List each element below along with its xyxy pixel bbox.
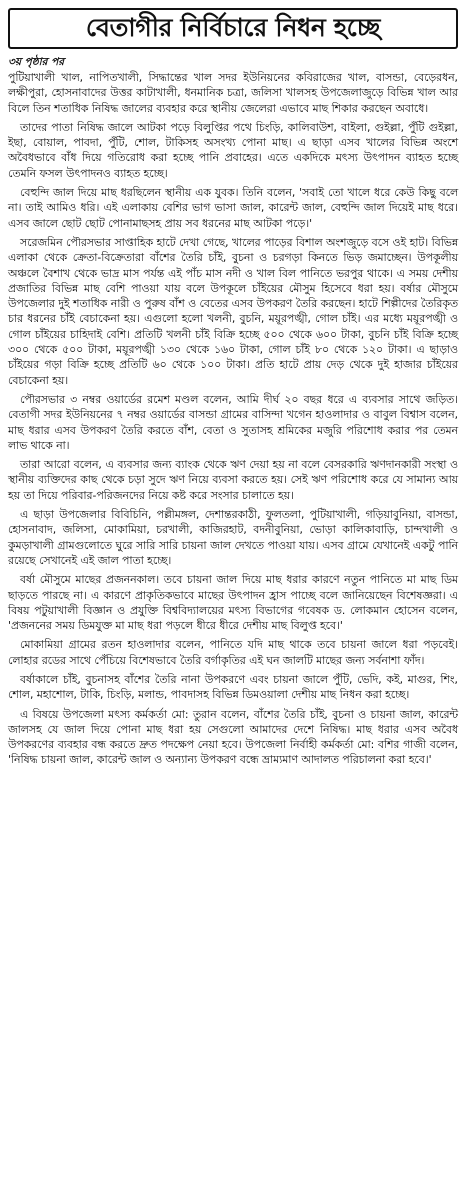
paragraph: পুটিয়াখালী খাল, নাপিতখালী, সিদ্ধান্তের খাল সদর ইউনিয়নের কবিরাজের খাল, বাসন্ডা, বেড়েরধন, লক্ষীপুরা, হোসনাবাদের উত্তর কাটাখালী, ধনমানিক চত্রা, জলিসা খালসহ উপজেলাজুড়ে বিভিন্ন খাল আর বিলে তিন শতাধিক নিষিদ্ধ জালের ব্যবহার করে স্থানীয় জেলেরা এভাবে মাছ শিকার করছেন অবাধে। — [8, 71, 458, 115]
paragraph: পৌরসভার ৩ নম্বর ওয়ার্ডের রমেশ মণ্ডল বলেন, আমি দীর্ঘ ২০ বছর ধরে এ ব্যবসার সাথে জড়িত। বেতাগী সদর ইউনিয়নের ৭ নম্বর ওয়ার্ডের বাসন্ডা গ্রামের বাসিন্দা খগেন হাওলাদার ও বাবুল বিশ্বাস বলেন, মাছ ধরার এসব উপকরণ তৈরি করতে বাঁশ, বেতা ও সুতাসহ শ্রমিকের মজুরি পরিশোধ করার পর তেমন লাভ থাকে না। — [8, 392, 458, 452]
paragraph: সরেজমিন পৌরসভার সাপ্তাহিক হাটে দেখা গেছে, খালের পাড়ের বিশাল অংশজুড়ে বসে ওই হাট। বিভিন্ন এলাকা থেকে ক্রেতা-বিক্রেতারা বাঁশের তৈরি চাঁই, বুচনা ও চরগড়া কিনতে ভিড় জমাচ্ছেন। উপকূলীয় অঞ্চলে বৈশাখ থেকে ভাদ্র মাস পর্যন্ত এই পাঁচ মাস নদী ও খাল বিল পানিতে ভরপুর থাকে। এ সময় দেশীয় প্রজাতির বিভিন্ন মাছ বেশি পাওয়া যায় বলে উপকূলে চাঁইয়ের মৌসুম হিসেবে ধরা হয়। বর্ষার মৌসুমে উপজেলার দুই শতাধিক নারী ও পুরুষ বাঁশ ও বেতের এসব উপকরণ তৈরি করছেন। হাটে শিল্পীদের তৈরিকৃত চার ধরনের চাঁই বেচাকেনা হয়। এগুলো হলো খলনী, বুচনি, ময়ূরপঙ্খী, গোল চাঁই। এর মধ্যে ময়ূরপঙ্খী ও গোল চাঁইয়ের চাহিদাই বেশি। প্রতিটি খলনী চাঁই বিক্রি হচ্ছে ৫০০ থেকে ৬০০ টাকা, বুচনি চাঁই বিক্রি হচ্ছে ৩০০ থেকে ৫০০ টাকা, ময়ূরপঙ্খী ১৩০ থেকে ১৬০ টাকা, গোল চাঁই ৮০ থেকে ১২০ টাকা। এ ছাড়াও চাঁইয়ের গড়া বিক্রি হচ্ছে প্রতিটি ৬০ থেকে ১০০ টাকা। প্রতি হাটে প্রায় দেড় থেকে দুই হাজার চাঁইয়ের বেচাকেনা হয়। — [8, 235, 458, 387]
paragraph: বেহুন্দি জাল দিয়ে মাছ ধরছিলেন স্থানীয় এক যুবক। তিনি বলেন, 'সবাই তো খালে ধরে কেউ কিছু বলে না। তাই আমিও ধরি। এই এলাকায় বেশির ভাগ ভাসা জাল, কারেন্ট জাল, বেহুন্দি জাল দিয়েই মাছ ধরে। এসব জালে ছোট ছোট পোনামাছসহ প্রায় সব ধরনের মাছ আটকা পড়ে।' — [8, 186, 458, 230]
paragraph: এ ছাড়া উপজেলার বিবিচিনি, পল্লীমঙ্গল, দেশান্তরকাঠী, ফুলতলা, পুটিয়াখালী, গড়িয়াবুনিয়া, বাসন্ডা, হোসনাবাদ, জলিসা, মোকামিয়া, চরখালী, কাজিরহাট, বদনীবুনিয়া, ভোড়া কালিকাবাড়ি, চান্দখালী ও কুমড়াখালী গ্রামগুলোতে ঘুরে সারি সারি চায়না জাল দেখতে পাওয়া যায়। এসব গ্রামে যেখানেই একটু পানি রয়েছে সেখানেই এই জাল পাতা হচ্ছে। — [8, 508, 458, 567]
paragraph: তাদের পাতা নিষিদ্ধ জালে আটকা পড়ে বিলুপ্তির পথে চিংড়ি, কালিবাউশ, বাইলা, গুইল্লা, পুঁটি গুইল্লা, ইছা, বোয়াল, পাবদা, পুঁটি, শোল, টাকিসহ অসংখ্য পোনা মাছ। এ ছাড়া এসব খালের বিভিন্ন অংশে অবৈধভাবে বাঁধ দিয়ে গতিরোধ করা হচ্ছে পানি প্রবাহের। এতে একদিকে মৎস্য উৎপাদন ব্যাহত হচ্ছে তেমনি ফসল উৎপাদনও ব্যাহত হচ্ছে। — [8, 120, 458, 180]
paragraph: মোকামিয়া গ্রামের রতন হাওলাদার বলেন, পানিতে যদি মাছ থাকে তবে চায়না জালে ধরা পড়বেই। লোহার রডের সাথে পেঁচিয়ে বিশেষভাবে তৈরি বর্গাকৃতির এই ঘন জালটি মাছের জন্য সর্বনাশা ফাঁদ। — [8, 638, 458, 667]
paragraph: বর্ষা মৌসুমে মাছের প্রজননকাল। তবে চায়না জাল দিয়ে মাছ ধরার কারণে নতুন পানিতে মা মাছ ডিম ছাড়তে পারছে না। এ কারণে প্রাকৃতিকভাবে মাছের উৎপাদন হ্রাস পাচ্ছে বলে জানিয়েছেন বিশেষজ্ঞরা। এ বিষয় পটুয়াখালী বিজ্ঞান ও প্রযুক্তি বিশ্ববিদ্যালয়ের মৎস্য বিভাগের গবেষক ড. লোকমান হোসেন বলেন, 'প্রজননের সময় ডিমযুক্ত মা মাছ ধরা পড়লে ধীরে ধীরে দেশীয় মাছ বিলুপ্ত হবে।' — [8, 573, 458, 633]
article-body — [8, 70, 458, 768]
headline: বেতাগীর নির্বিচারে নিধন হচ্ছে — [85, 13, 381, 42]
continuation-note: ৩য় পৃষ্ঠার পর — [8, 56, 65, 68]
paragraph: এ বিষয়ে উপজেলা মৎস্য কর্মকর্তা মো: তুরান বলেন, বাঁশের তৈরি চাঁই, বুচনা ও চায়না জাল, কারেন্ট জালসহ যে জাল দিয়ে পোনা মাছ ধরা হয় সেগুলো আমাদের দেশে নিষিদ্ধ। মাছ ধরার এসব অবৈধ উপকরণের ব্যবহার বন্ধ করতে দ্রুত পদক্ষেপ নেয়া হবে। উপজেলা নির্বাহী কর্মকর্তা মো: বশির গাজী বলেন, 'নিষিদ্ধ চায়না জাল, কারেন্ট জাল ও অন্যান্য উপকরণ বন্ধে ভ্রাম্যমাণ আদালত পরিচালনা করা হবে।' — [8, 707, 458, 767]
paragraph: তারা আরো বলেন, এ ব্যবসার জন্য ব্যাংক থেকে ঋণ দেয়া হয় না বলে বেসরকারি ঋণদানকারী সংস্থা ও স্থানীয় ব্যক্তিদের কাছ থেকে চড়া সুদে ঋণ নিয়ে ব্যবসা করতে হয়। সেই ঋণ পরিশোধ করে যে সামান্য আয় হয় তা দিয়ে পরিবার-পরিজনদের নিয়ে কষ্ট করে সংসার চালাতে হয়। — [8, 458, 458, 502]
paragraph: বর্ষাকালে চাঁই, বুচনাসহ বাঁশের তৈরি নানা উপকরণে এবং চায়না জালে পুঁটি, ভেদি, কই, মাগুর, শিং, শোল, মহাশোল, টাকি, চিংড়ি, মলান্ড, পাবদাসহ বিভিন্ন ডিমওয়ালা দেশীয় মাছ নিধন করা হচ্ছে। — [8, 672, 458, 702]
headline-box — [8, 8, 458, 49]
